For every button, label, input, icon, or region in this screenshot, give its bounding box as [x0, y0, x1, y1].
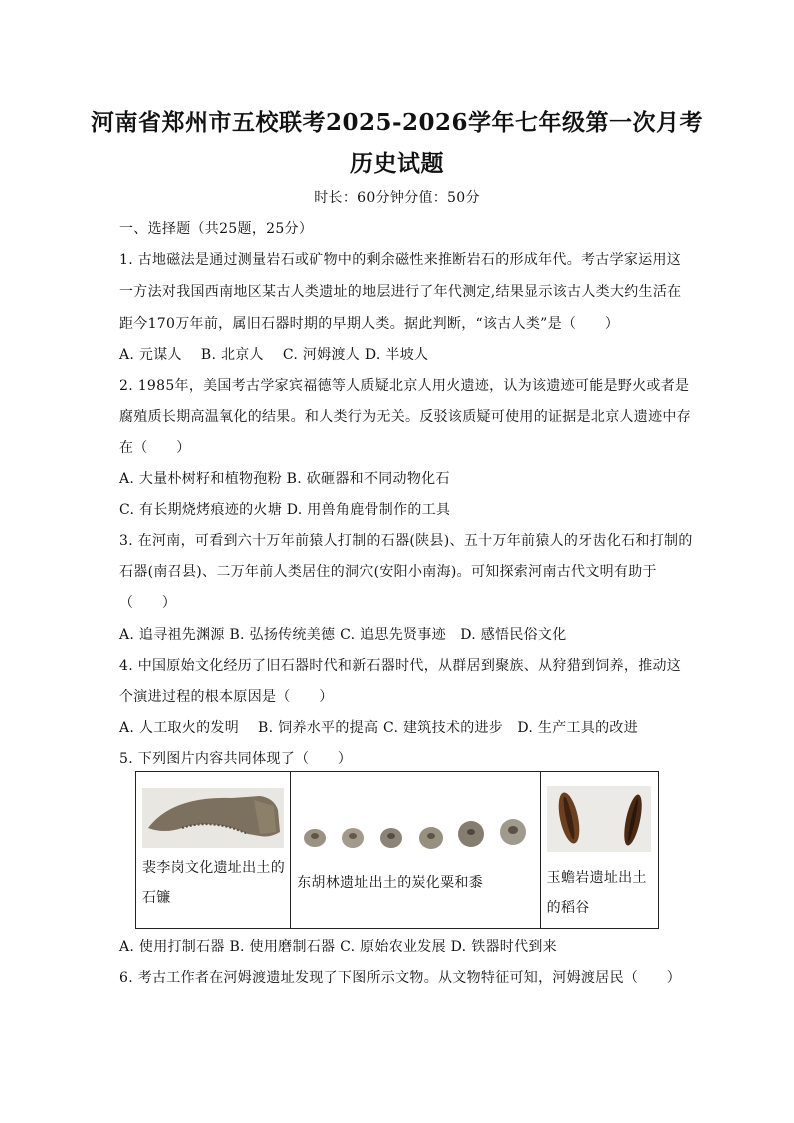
stone-sickle-icon — [142, 788, 284, 848]
rice-grain-icon — [547, 786, 651, 852]
figure-cell-rice — [540, 772, 658, 929]
carbonized-millet-icon — [297, 812, 535, 862]
q3-options: A. 追寻祖先渊源 B. 弘扬传统美德 C. 追思先贤事迹 D. 感悟民俗文化 — [119, 627, 567, 643]
figure-caption-sickle-2: 石镰 — [142, 890, 171, 906]
q2-options-2: C. 有长期烧烤痕迹的火塘 D. 用兽角鹿骨制作的工具 — [119, 502, 451, 518]
q1-line2: 一方法对我国西南地区某古人类遗址的地层进行了年代测定,结果显示该古人类大约生活在 — [119, 284, 682, 300]
figure-caption-millet: 东胡林遗址出土的炭化粟和黍 — [297, 875, 484, 891]
figure-caption-rice-2: 的稻谷 — [546, 900, 590, 916]
section-heading: 一、选择题（共25题，25分） — [119, 221, 314, 237]
q4-line1: 4. 中国原始文化经历了旧石器时代和新石器时代，从群居到聚族、从狩猎到饲养，推动这 — [119, 658, 682, 674]
figure-caption-rice-1: 玉蟾岩遗址出土 — [546, 870, 647, 886]
q6-line1: 6. 考古工作者在河姆渡遗址发现了下图所示文物。从文物特征可知，河姆渡居民（ ） — [119, 970, 682, 986]
q1-options: A. 元谋人 B. 北京人 C. 河姆渡人 D. 半坡人 — [119, 347, 429, 363]
q1-line3: 距今170万年前，属旧石器时期的早期人类。据此判断，“该古人类”是（ ） — [119, 316, 620, 332]
q3-line3: （ ） — [119, 595, 177, 611]
q4-line2: 个演进过程的根本原因是（ ） — [119, 689, 334, 705]
figure-caption-sickle-1: 裴李岗文化遗址出土的 — [142, 860, 285, 876]
q5-options: A. 使用打制石器 B. 使用磨制石器 C. 原始农业发展 D. 铁器时代到来 — [119, 939, 557, 955]
q2-line2: 腐殖质长期高温氧化的结果。和人类行为无关。反驳该质疑可使用的证据是北京人遗迹中存 — [119, 409, 691, 425]
figure-cell-sickle — [136, 772, 291, 929]
q1-line1: 1. 古地磁法是通过测量岩石或矿物中的剩余磁性来推断岩石的形成年代。考古学家运用这 — [119, 252, 682, 268]
exam-subject: 历史试题 — [350, 150, 444, 177]
exam-meta: 时长：60分钟分值：50分 — [314, 190, 480, 206]
q3-line1: 3. 在河南，可看到六十万年前猿人打制的石器(陕县)、五十万年前猿人的牙齿化石和打制的 — [119, 533, 693, 549]
q5-line1: 5. 下列图片内容共同体现了（ ） — [119, 751, 353, 767]
q5-figure-table — [135, 771, 659, 929]
q2-line3: 在（ ） — [119, 440, 191, 456]
q3-line2: 石器(南召县)、二万年前人类居住的洞穴(安阳小南海)。可知探索河南古代文明有助于 — [119, 564, 657, 580]
q4-options: A. 人工取火的发明 B. 饲养水平的提高 C. 建筑技术的进步 D. 生产工具的改进 — [119, 720, 639, 736]
q2-line1: 2. 1985年，美国考古学家宾福德等人质疑北京人用火遗迹，认为该遗迹可能是野火或者是 — [119, 378, 690, 394]
exam-title: 河南省郑州市五校联考2025-2026学年七年级第一次月考 — [90, 109, 704, 136]
figure-cell-millet — [291, 772, 541, 929]
q2-options-1: A. 大量朴树籽和植物孢粉 B. 砍砸器和不同动物化石 — [119, 471, 450, 487]
